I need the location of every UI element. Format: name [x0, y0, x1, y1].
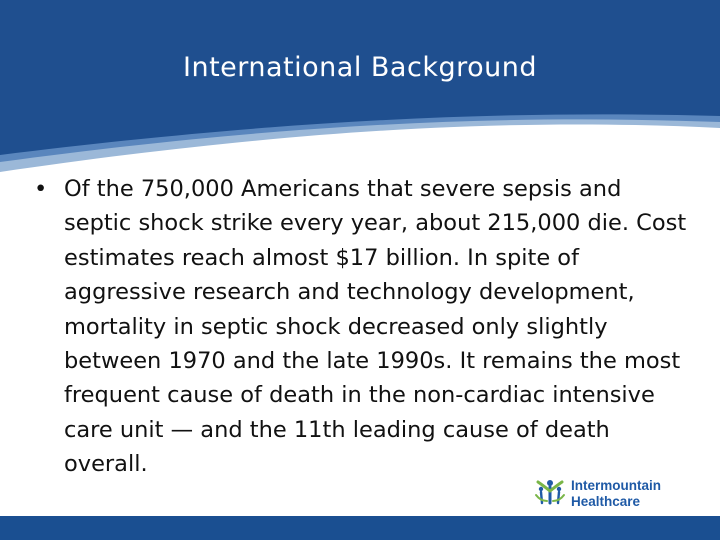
bullet-paragraph: Of the 750,000 Americans that severe sepsis and septic shock strike every year, about 215,000 die. Cost estimates reach almost $17 billion. In spite of aggressive research and technology development, mortality in septic shock decreased only slightly between 1970 and the late 1990s. It remains the most frequent cause of death in the non-cardiac intensive care unit — and the 11th leading cause of death overall.	[64, 176, 687, 478]
intermountain-logo	[533, 477, 683, 513]
logo-text-line2: Healthcare	[571, 494, 641, 509]
people-figures-logo-icon	[533, 477, 567, 511]
bullet-list	[34, 172, 694, 482]
bullet-marker: •	[34, 176, 48, 202]
header-banner	[0, 0, 720, 190]
footer-bar	[0, 516, 720, 540]
logo-text-line1: Intermountain	[571, 478, 661, 493]
slide-title: International Background	[183, 52, 537, 83]
